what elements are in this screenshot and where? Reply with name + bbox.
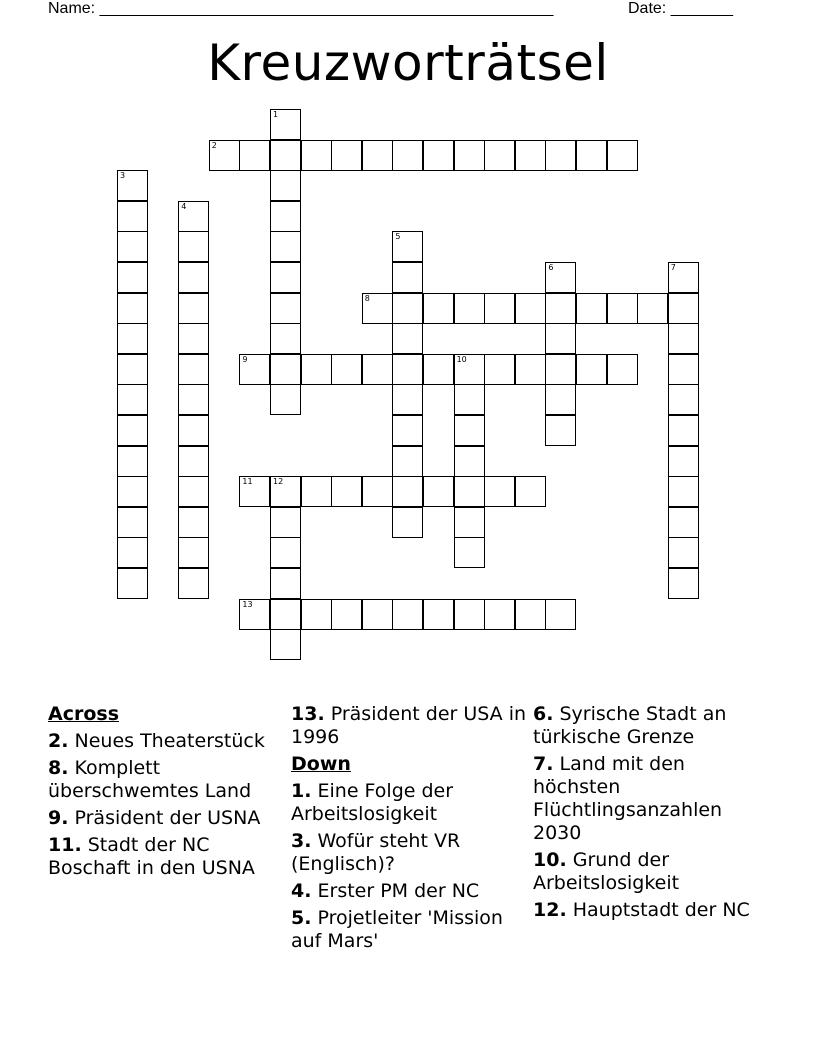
crossword-cell[interactable] bbox=[270, 231, 301, 262]
crossword-cell[interactable] bbox=[239, 476, 270, 507]
crossword-cell[interactable] bbox=[301, 599, 332, 630]
crossword-cell[interactable] bbox=[484, 140, 515, 171]
clue-across-8 bbox=[48, 757, 284, 803]
clue-text: Hauptstadt der NC bbox=[572, 899, 750, 921]
crossword-cell[interactable] bbox=[484, 293, 515, 324]
crossword-cell[interactable] bbox=[545, 599, 576, 630]
crossword-cell[interactable] bbox=[178, 201, 209, 232]
across-heading: Across bbox=[48, 703, 120, 725]
clue-text: Eine Folge der Arbeitslosigkeit bbox=[291, 780, 454, 825]
crossword-cell[interactable] bbox=[545, 384, 576, 415]
crossword-cell[interactable] bbox=[362, 293, 393, 324]
crossword-cell[interactable] bbox=[178, 354, 209, 385]
crossword-cell[interactable] bbox=[178, 262, 209, 293]
clues-column-2 bbox=[291, 703, 527, 957]
clue-text: Syrische Stadt an türkische Grenze bbox=[533, 703, 727, 748]
clue-number: 7. bbox=[533, 753, 554, 775]
cell-number: 2 bbox=[211, 140, 217, 150]
crossword-cell[interactable] bbox=[362, 140, 393, 171]
cell-number: 1 bbox=[273, 110, 279, 119]
crossword-cell[interactable] bbox=[331, 476, 362, 507]
clue-across-13 bbox=[291, 703, 527, 749]
crossword-cell[interactable] bbox=[270, 170, 301, 201]
crossword-cell[interactable] bbox=[178, 507, 209, 538]
crossword-cell[interactable] bbox=[515, 140, 546, 171]
crossword-cell[interactable] bbox=[270, 201, 301, 232]
crossword-cell[interactable] bbox=[392, 354, 423, 385]
crossword-cell[interactable] bbox=[117, 170, 148, 201]
crossword-cell[interactable] bbox=[454, 476, 485, 507]
clue-number: 13. bbox=[291, 703, 325, 725]
crossword-cell[interactable] bbox=[331, 599, 362, 630]
crossword-cell[interactable] bbox=[607, 140, 638, 171]
cell-number: 10 bbox=[456, 354, 467, 364]
crossword-cell[interactable] bbox=[117, 262, 148, 293]
crossword-cell[interactable] bbox=[607, 354, 638, 385]
crossword-cell[interactable] bbox=[270, 568, 301, 599]
clue-number: 6. bbox=[533, 703, 554, 725]
crossword-cell[interactable] bbox=[637, 293, 668, 324]
crossword-cell[interactable] bbox=[117, 507, 148, 538]
clue-text: Stadt der NC Boschaft in den USNA bbox=[48, 834, 255, 879]
crossword-cell[interactable] bbox=[270, 629, 301, 660]
crossword-cell[interactable] bbox=[484, 599, 515, 630]
crossword-cell[interactable] bbox=[270, 476, 301, 507]
crossword-cell[interactable] bbox=[454, 384, 485, 415]
clue-text: Land mit den höchsten Flüchtlingsanzahlen 2030 bbox=[533, 753, 723, 844]
cell-number: 7 bbox=[670, 263, 676, 272]
crossword-cell[interactable] bbox=[454, 415, 485, 446]
crossword-cell[interactable] bbox=[392, 599, 423, 630]
cell-number: 9 bbox=[242, 354, 248, 364]
crossword-cell[interactable] bbox=[423, 140, 454, 171]
crossword-cell[interactable] bbox=[484, 354, 515, 385]
crossword-cell[interactable] bbox=[668, 262, 699, 293]
clue-text: Grund der Arbeitslosigkeit bbox=[533, 849, 680, 894]
crossword-cell[interactable] bbox=[668, 354, 699, 385]
crossword-cell[interactable] bbox=[607, 293, 638, 324]
crossword-cell[interactable] bbox=[454, 599, 485, 630]
clue-down-7 bbox=[533, 753, 769, 845]
clue-text: Wofür steht VR (Englisch)? bbox=[291, 830, 461, 875]
crossword-cell[interactable] bbox=[576, 140, 607, 171]
clue-across-11 bbox=[48, 834, 284, 880]
crossword-cell[interactable] bbox=[545, 140, 576, 171]
down-heading: Down bbox=[291, 753, 351, 775]
crossword-cell[interactable] bbox=[392, 262, 423, 293]
clue-down-6 bbox=[533, 703, 769, 749]
crossword-cell[interactable] bbox=[392, 415, 423, 446]
clue-number: 5. bbox=[291, 907, 312, 929]
cell-number: 5 bbox=[395, 232, 401, 242]
crossword-cell[interactable] bbox=[545, 354, 576, 385]
crossword-cell[interactable] bbox=[178, 323, 209, 354]
crossword-cell[interactable] bbox=[392, 231, 423, 262]
clues-column-1 bbox=[48, 703, 284, 884]
clue-text: Neues Theaterstück bbox=[74, 730, 265, 752]
crossword-cell[interactable] bbox=[178, 293, 209, 324]
crossword-cell[interactable] bbox=[668, 293, 699, 324]
crossword-cell[interactable] bbox=[301, 476, 332, 507]
crossword-cell[interactable] bbox=[270, 354, 301, 385]
crossword-cell[interactable] bbox=[454, 537, 485, 568]
crossword-cell[interactable] bbox=[178, 415, 209, 446]
crossword-cell[interactable] bbox=[454, 507, 485, 538]
clue-number: 9. bbox=[48, 807, 69, 829]
clue-number: 12. bbox=[533, 899, 567, 921]
cell-number: 13 bbox=[242, 599, 253, 609]
clue-number: 4. bbox=[291, 880, 312, 902]
crossword-cell[interactable] bbox=[515, 293, 546, 324]
clue-text: Komplett überschwemtes Land bbox=[48, 757, 252, 802]
crossword-cell[interactable] bbox=[209, 140, 240, 171]
crossword-cell[interactable] bbox=[515, 599, 546, 630]
crossword-cell[interactable] bbox=[423, 354, 454, 385]
clue-across-2 bbox=[48, 730, 284, 753]
cell-number: 3 bbox=[120, 171, 126, 181]
crossword-cell[interactable] bbox=[178, 446, 209, 477]
clue-down-12 bbox=[533, 899, 769, 922]
crossword-cell[interactable] bbox=[392, 384, 423, 415]
crossword-cell[interactable] bbox=[668, 323, 699, 354]
crossword-cell[interactable] bbox=[270, 140, 301, 171]
crossword-cell[interactable] bbox=[239, 140, 270, 171]
crossword-cell[interactable] bbox=[117, 446, 148, 477]
clue-across-9 bbox=[48, 807, 284, 830]
crossword-cell[interactable] bbox=[545, 293, 576, 324]
crossword-cell[interactable] bbox=[117, 415, 148, 446]
crossword-cell[interactable] bbox=[515, 476, 546, 507]
clue-number: 2. bbox=[48, 730, 69, 752]
crossword-cell[interactable] bbox=[178, 384, 209, 415]
crossword-cell[interactable] bbox=[362, 476, 393, 507]
crossword-cell[interactable] bbox=[117, 476, 148, 507]
cell-number: 6 bbox=[548, 263, 554, 272]
crossword-cell[interactable] bbox=[392, 293, 423, 324]
crossword-cell[interactable] bbox=[454, 446, 485, 477]
crossword-cell[interactable] bbox=[668, 415, 699, 446]
page-title: Kreuzworträtsel bbox=[207, 34, 609, 92]
crossword-cell[interactable] bbox=[362, 354, 393, 385]
crossword-cell[interactable] bbox=[668, 446, 699, 477]
clue-down-5 bbox=[291, 907, 527, 953]
name-field: Name: ___________________________________________________ bbox=[48, 0, 554, 17]
crossword-cell[interactable] bbox=[668, 507, 699, 538]
cell-number: 12 bbox=[273, 477, 284, 487]
crossword-cell[interactable] bbox=[668, 568, 699, 599]
crossword-cell[interactable] bbox=[423, 476, 454, 507]
crossword-cell[interactable] bbox=[392, 446, 423, 477]
clue-number: 10. bbox=[533, 849, 567, 871]
crossword-cell[interactable] bbox=[117, 231, 148, 262]
crossword-cell[interactable] bbox=[484, 476, 515, 507]
crossword-cell[interactable] bbox=[423, 599, 454, 630]
crossword-cell[interactable] bbox=[392, 476, 423, 507]
crossword-cell[interactable] bbox=[331, 354, 362, 385]
crossword-cell[interactable] bbox=[545, 262, 576, 293]
crossword-cell[interactable] bbox=[392, 323, 423, 354]
crossword-cell[interactable] bbox=[270, 109, 301, 140]
crossword-cell[interactable] bbox=[117, 384, 148, 415]
clue-number: 8. bbox=[48, 757, 69, 779]
crossword-cell[interactable] bbox=[576, 293, 607, 324]
crossword-cell[interactable] bbox=[454, 293, 485, 324]
crossword-cell[interactable] bbox=[392, 140, 423, 171]
cell-number: 8 bbox=[364, 293, 370, 303]
clues-column-3 bbox=[533, 703, 769, 926]
cell-number: 4 bbox=[181, 201, 187, 211]
crossword-cell[interactable] bbox=[668, 476, 699, 507]
crossword-cell[interactable] bbox=[454, 140, 485, 171]
clue-number: 11. bbox=[48, 834, 82, 856]
crossword-cell[interactable] bbox=[545, 415, 576, 446]
crossword-cell[interactable] bbox=[576, 354, 607, 385]
clue-number: 3. bbox=[291, 830, 312, 852]
cell-number: 11 bbox=[242, 477, 253, 487]
crossword-cell[interactable] bbox=[117, 354, 148, 385]
crossword-cell[interactable] bbox=[301, 354, 332, 385]
clue-down-4 bbox=[291, 880, 527, 903]
crossword-cell[interactable] bbox=[270, 323, 301, 354]
crossword-cell[interactable] bbox=[117, 323, 148, 354]
date-field: Date: _______ bbox=[628, 0, 733, 17]
crossword-cell[interactable] bbox=[178, 537, 209, 568]
crossword-cell[interactable] bbox=[117, 568, 148, 599]
crossword-cell[interactable] bbox=[545, 323, 576, 354]
crossword-cell[interactable] bbox=[331, 140, 362, 171]
crossword-cell[interactable] bbox=[270, 599, 301, 630]
clue-text: Erster PM der NC bbox=[317, 880, 480, 902]
crossword-cell[interactable] bbox=[270, 384, 301, 415]
crossword-cell[interactable] bbox=[270, 262, 301, 293]
crossword-cell[interactable] bbox=[270, 293, 301, 324]
clue-text: Projetleiter 'Mission auf Mars' bbox=[291, 907, 503, 952]
crossword-cell[interactable] bbox=[178, 476, 209, 507]
crossword-cell[interactable] bbox=[239, 354, 270, 385]
crossword-cell[interactable] bbox=[270, 537, 301, 568]
crossword-cell[interactable] bbox=[423, 293, 454, 324]
crossword-cell[interactable] bbox=[178, 231, 209, 262]
crossword-cell[interactable] bbox=[392, 507, 423, 538]
clue-down-3 bbox=[291, 830, 527, 876]
crossword-cell[interactable] bbox=[117, 201, 148, 232]
crossword-cell[interactable] bbox=[301, 140, 332, 171]
crossword-cell[interactable] bbox=[454, 354, 485, 385]
crossword-cell[interactable] bbox=[270, 507, 301, 538]
crossword-cell[interactable] bbox=[178, 568, 209, 599]
clue-down-1 bbox=[291, 780, 527, 826]
crossword-cell[interactable] bbox=[362, 599, 393, 630]
crossword-cell[interactable] bbox=[515, 354, 546, 385]
crossword-cell[interactable] bbox=[117, 537, 148, 568]
crossword-cell[interactable] bbox=[239, 599, 270, 630]
clue-text: Präsident der USNA bbox=[74, 807, 261, 829]
crossword-cell[interactable] bbox=[668, 384, 699, 415]
crossword-cell[interactable] bbox=[117, 293, 148, 324]
crossword-cell[interactable] bbox=[668, 537, 699, 568]
clue-down-10 bbox=[533, 849, 769, 895]
clue-number: 1. bbox=[291, 780, 312, 802]
clue-text: Präsident der USA in 1996 bbox=[291, 703, 527, 748]
